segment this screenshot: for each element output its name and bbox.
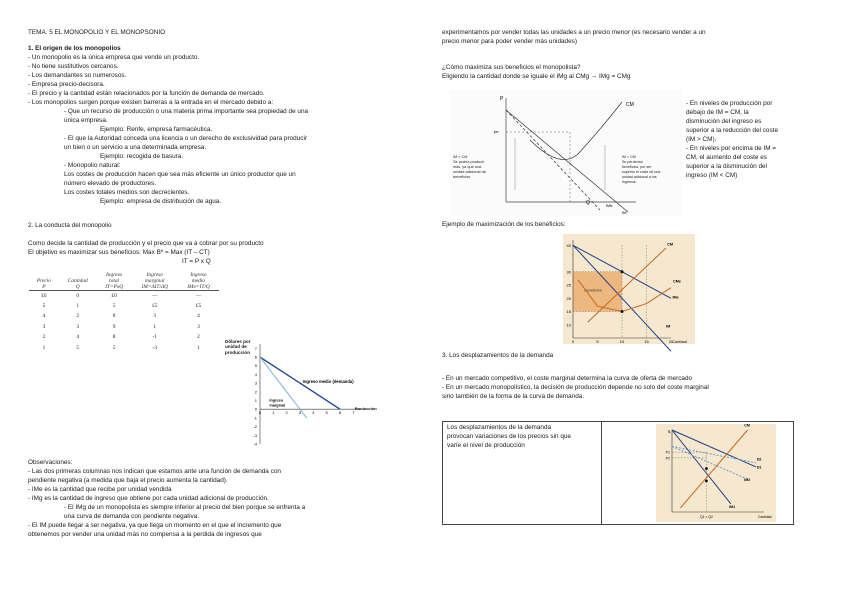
bullet-line: - Los monopolios surgen porque existen barreras a la entrada en el mercado debido a:	[28, 99, 274, 106]
table-row	[29, 290, 219, 301]
section2-heading: 2. La conducta del monopolio	[28, 222, 112, 229]
observation-line: obtenemos por vender una unidad más no compensa a la perdida de ingresos que	[28, 531, 262, 538]
chart1-y-tick: 3	[254, 380, 257, 386]
chart1-label-mr: marginal	[269, 403, 286, 408]
note-line: Se podría producir	[453, 160, 485, 164]
bullet-line: - El precio y la cantidad están relacionados por la función de demanda de mercado.	[28, 90, 265, 97]
chart2-point	[621, 310, 624, 313]
chart3-series-label: D1	[756, 465, 762, 470]
sketch-label-p: P	[500, 96, 504, 102]
chart2-y-tick: 30	[566, 269, 571, 275]
table-cell: 4	[42, 313, 46, 320]
chart1-y-tick: 4	[254, 371, 257, 377]
observation-line: pendiente negativa (a medida que baja el precio aumenta la cantidad).	[28, 477, 228, 484]
chart3-series-label: CM	[744, 423, 750, 428]
sketch-label-pstar: P*	[494, 130, 499, 135]
natural-line: Los costes totales medios son decrecientes.	[64, 189, 190, 196]
header-precio: Precio P	[29, 270, 59, 290]
table-cell: 1	[42, 344, 46, 351]
side-note-line: - En niveles por encima de IM =	[686, 145, 777, 152]
chart1-label-mr: Ingreso	[269, 398, 284, 403]
table-cell: £0	[111, 292, 117, 299]
sketch-label-im: IM	[622, 210, 627, 215]
table-cell: 8	[112, 334, 116, 341]
table-cell: £6	[41, 292, 47, 299]
note-line: IM < CM	[622, 155, 636, 159]
continued-line: experimentamos por vender todas las unidades a un precio menor (es necesario vender a un	[442, 29, 706, 36]
chart2-series-label: CM	[667, 242, 673, 247]
sketch-label-q: Q	[586, 200, 590, 206]
side-note-line: ingreso (IM < CM)	[686, 172, 738, 179]
chart3-y-tick: P1	[665, 450, 670, 455]
observation-indent: - El IMg de un monopolista es siempre inferior al precio del bien porque se enfrenta a	[64, 504, 306, 511]
sketch-label-imk: IMk	[606, 203, 613, 208]
section3-line: - En un mercado monopolístico, la decisión de producción depende no solo del coste marginal	[442, 384, 709, 391]
profit-example-chart	[563, 234, 695, 344]
side-note-line: CM, el aumento del coste es	[686, 154, 767, 161]
table-cell: 5	[76, 344, 80, 351]
chart3-background	[656, 424, 776, 522]
chart1-x-tick: 7	[352, 410, 355, 416]
table-cell: 2	[197, 334, 200, 341]
continued-line: precio menor para poder vender más unidades)	[442, 38, 577, 45]
header-ingreso-medio: Ingreso medio IMe=IT/Q	[178, 270, 219, 290]
table-row	[29, 301, 219, 312]
chart3-xlabel: Cantidad	[758, 515, 772, 519]
chart1-y-tick: -4	[253, 441, 257, 447]
table-row	[29, 311, 219, 322]
table-cell: £5	[152, 302, 158, 309]
chart2-series-label: IM	[666, 324, 671, 329]
natural-line: Los costes de producción hacen que sea más eficiente un único productor que un	[64, 171, 296, 178]
header-ingreso-marginal: Ingreso marginal IM=ΔIT/ΔQ	[132, 270, 178, 290]
revenue-schedule-table	[29, 270, 219, 353]
note-line: unidad adicional a los	[622, 175, 657, 179]
profit-max-sketch	[450, 90, 682, 216]
box-text-line: provocan variaciones de los precios sin que	[447, 433, 571, 440]
table-cell: 2	[42, 334, 46, 341]
chart1-y-tick: 0	[254, 406, 257, 412]
bullet-line: - Empresa precio-decisora.	[28, 81, 105, 88]
observation-line: - IMg es la cantidad de ingreso que obtiene por cada unidad adicional de producción.	[28, 495, 269, 502]
chart2-y-tick: 25	[566, 282, 571, 288]
barrier-line: única empresa.	[64, 117, 108, 124]
chart2-y-tick: 20	[566, 295, 571, 301]
chart3-point	[705, 479, 708, 482]
chart1-x-tick: 6	[338, 410, 342, 416]
chart3-series-label: D2	[756, 457, 762, 462]
table-cell: 3	[153, 313, 157, 320]
table-cell: 3	[76, 323, 80, 330]
chart2-x-tick: 5	[596, 339, 599, 344]
side-note-line: (IM > CM).	[686, 136, 717, 143]
chart2-x-tick: 20	[668, 339, 674, 344]
example-line: Ejemplo: Renfe, empresa farmacéutica.	[100, 126, 213, 133]
bullet-line: - Los demandantes so numerosos.	[28, 72, 127, 79]
chart1-y-tick: 5	[254, 363, 257, 369]
note-line: beneficios, por ser	[622, 165, 652, 169]
observation-indent: una curva de demanda con pendiente negativa.	[64, 513, 200, 520]
barrier-line: - El que la Autoridad conceda una licencia o un derecho de exclusividad para producir	[64, 135, 307, 142]
table-row	[29, 343, 219, 354]
chart1-y-tick: -1	[253, 415, 257, 421]
section2-objective: El objetivo es maximizar sus beneficios: Max Bº = Max (IT – CT)	[28, 249, 210, 256]
table-cell: 1	[153, 323, 157, 330]
note-line: unidad adicional da	[453, 170, 486, 174]
barrier-line: - Que un recurso de producción o una materia prima importante sea propiedad de una	[64, 108, 309, 115]
chart3-series-label: IM2	[744, 477, 751, 482]
table-row	[29, 322, 219, 333]
section2-intro: Como decide la cantidad de producción y el precio que va a cobrar por su producto	[28, 240, 264, 247]
note-line: beneficios	[453, 175, 471, 179]
table-cell: 4	[76, 334, 80, 341]
section3-heading: 3. Los desplazamientos de la demanda	[442, 352, 554, 359]
table-cell: 5	[112, 344, 116, 351]
section1-heading: 1. El origen de los monopolios	[28, 45, 121, 52]
maximize-question: ¿Cómo maximiza sus beneficios el monopolista?	[442, 64, 581, 71]
note-line: IM > CM	[453, 155, 468, 159]
table-cell: 9	[112, 323, 116, 330]
observation-line: - Las dos primeras columnas nos indican que estamos ante una función de demanda con	[28, 468, 281, 475]
chart1-y-tick: 2	[254, 389, 257, 395]
bullet-line: - No tiene sustitutivos cercanos.	[28, 63, 119, 70]
chart1-x-tick: 3	[298, 410, 302, 416]
box-text-line: Los desplazamientos de la demanda	[447, 424, 552, 431]
chart3-series-label: IM1	[729, 504, 736, 509]
chart3-y-tick: P2	[665, 456, 670, 461]
box-text-line: varíe el nivel de producción	[447, 442, 525, 449]
chart2-x-tick: 0	[571, 339, 575, 344]
natural-line: número elevado de productores.	[64, 180, 157, 187]
table-cell: 5	[112, 302, 116, 309]
chart1-y-tick: -2	[253, 424, 257, 430]
side-note-line: disminución del ingreso es	[686, 118, 762, 125]
table-cell: 4	[197, 313, 200, 320]
table-cell: £5	[195, 302, 202, 309]
chart2-x-tick: 15	[644, 339, 649, 344]
demand-shift-chart	[656, 424, 776, 522]
chart1-y-tick: 6	[254, 354, 257, 360]
table-header-row	[29, 270, 219, 290]
chart2-y-tick: 40	[566, 242, 571, 248]
chart1-x-tick: 5	[325, 410, 328, 416]
chart1-x-tick: 4	[312, 410, 315, 416]
note-line: Se perderían	[622, 160, 643, 164]
formula-it: IT = P x Q	[182, 258, 211, 265]
sketch-background	[450, 90, 682, 216]
chart3-ylabel: $	[668, 429, 671, 434]
chart1-y-tick: -3	[253, 432, 257, 438]
observation-line: - IMe es la cantidad que recibe por unidad vendida	[28, 486, 172, 493]
table-cell: 2	[76, 313, 80, 320]
chart2-y-tick: 10	[566, 322, 571, 328]
table-row	[29, 332, 219, 343]
bullet-line: - Un monopolio es la única empresa que vende un producto.	[28, 54, 200, 61]
barrier-line: un bien o un servicio a una determinada empresa.	[64, 144, 207, 151]
example-heading: Ejemplo de maximización de los beneficios:	[442, 221, 566, 228]
table-cell: -3	[152, 344, 158, 351]
header-ingreso-total: Ingreso total IT=PxQ	[97, 270, 132, 290]
observations-heading: Observaciones:	[28, 459, 73, 466]
note-line: superior el coste de una	[622, 170, 661, 174]
example-line: Ejemplo: empresa de distribución de agua.	[100, 198, 222, 205]
chart2-point	[621, 270, 624, 273]
chart1-y-tick: 7	[254, 345, 257, 351]
table-cell: 1	[197, 344, 200, 351]
chart2-x-tick: 10	[619, 339, 625, 344]
table-cell: —	[195, 292, 202, 299]
chart3-point	[705, 467, 708, 470]
chart1-x-tick: 1	[272, 410, 275, 416]
table-cell: 3	[197, 323, 200, 330]
chart1-y-tick: 1	[254, 398, 257, 404]
table-cell: 3	[42, 323, 46, 330]
header-cantidad: Cantidad Q	[59, 270, 97, 290]
chart2-xlabel: Cantidad	[672, 340, 687, 344]
note-line: ingresos	[622, 180, 636, 184]
table-cell: -1	[152, 334, 158, 341]
table-cell: —	[152, 292, 158, 299]
document-title: TEMA. 5 EL MONOPOLIO Y EL MONOPSONIO	[28, 29, 166, 36]
table-cell: 5	[42, 302, 46, 309]
table-cell: 0	[76, 292, 80, 299]
side-note-line: superior a la disminución del	[686, 163, 767, 170]
natural-monopoly-heading: - Monopolio natural:	[64, 162, 121, 169]
side-note-line: debajo de IM = CM, la	[686, 109, 749, 116]
table-cell: 1	[76, 302, 80, 309]
chart1-x-tick: 0	[258, 410, 262, 416]
note-line: más, ya que una	[453, 165, 482, 169]
observation-line: - El IM puede llegar a ser negativa, ya que llega un momento en el que el incremento que	[28, 522, 282, 529]
chart2-series-label: IMe	[672, 295, 679, 300]
section3-line: - En un mercado competitivo, el coste marginal determina la curva de oferta de mercado	[442, 375, 693, 382]
chart1-xlabel: Producción	[354, 406, 377, 412]
chart3-x-tick: Q1 = Q2	[699, 515, 713, 519]
chart2-series-label: CMe	[672, 279, 681, 284]
chart1-x-tick: 2	[285, 410, 288, 416]
chart1-label-demand: Ingreso medio (demanda)	[302, 379, 354, 385]
marginal-revenue-line	[260, 357, 307, 418]
side-note-line: - En niveles de producción por	[686, 100, 773, 107]
chart2-y-tick: 15	[566, 309, 571, 315]
profit-label: Beneficios	[584, 288, 602, 293]
section3-line: sino también de la forma de la curva de demanda.	[442, 393, 585, 400]
example-line: Ejemplo: recogida de basura.	[100, 153, 184, 160]
side-note-line: superior a la reducción del coste	[686, 127, 779, 134]
sketch-label-cm: CM	[626, 102, 634, 108]
table-cell: 8	[112, 313, 116, 320]
maximize-rule: Eligiendo la cantidad donde se iguale el IMg al CMg → IMg = CMg	[442, 73, 631, 80]
chart1-ylabel: Dólares por unidad de producción	[225, 339, 251, 355]
